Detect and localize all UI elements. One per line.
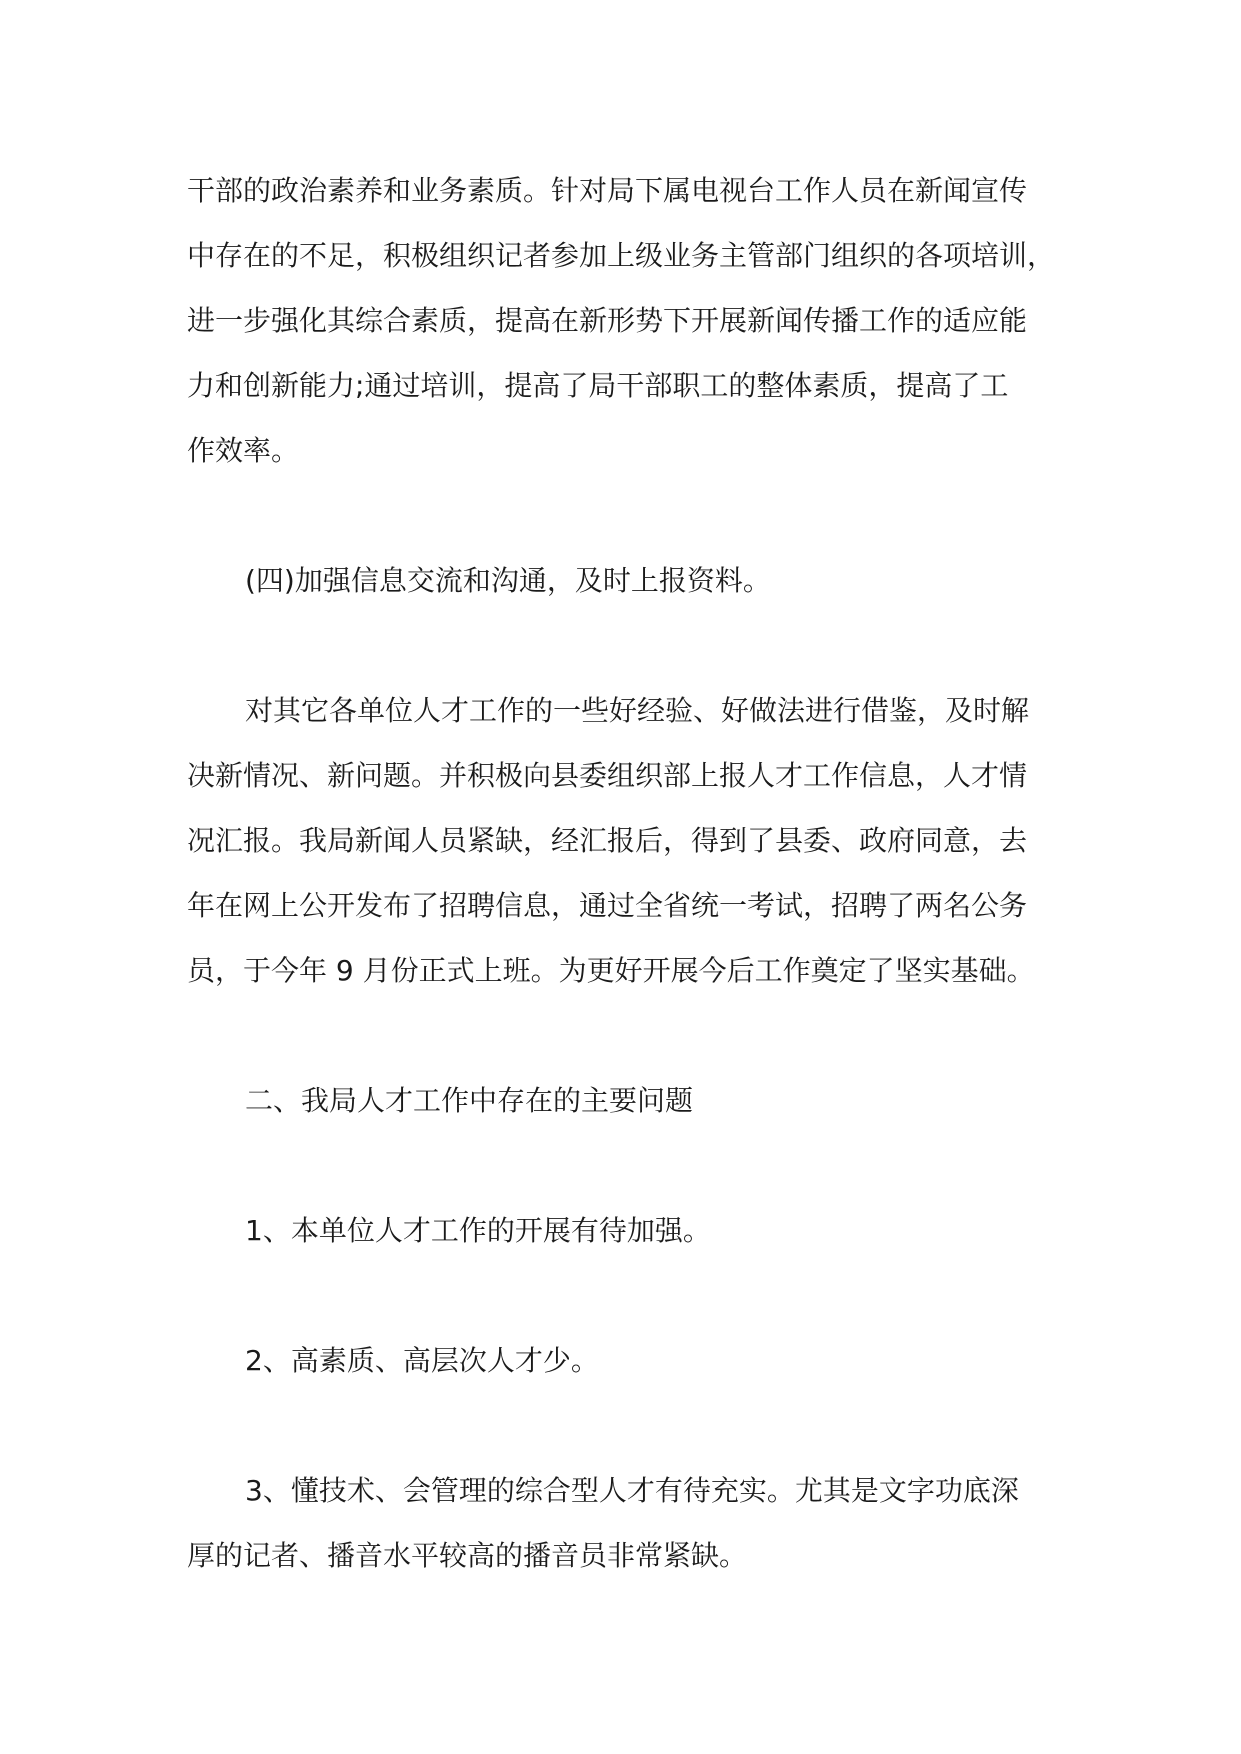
list-item: 2、高素质、高层次人才少。 — [245, 1344, 599, 1377]
text-line: 中存在的不足，积极组织记者参加上级业务主管部门组织的各项培训， — [187, 239, 1056, 272]
text-line: 员，于今年 9 月份正式上班。为更好开展今后工作奠定了坚实基础。 — [187, 954, 1035, 987]
text-line: 况汇报。我局新闻人员紧缺，经汇报后，得到了县委、政府同意，去 — [187, 824, 1028, 857]
paragraph-gap — [187, 1003, 1087, 1068]
text-line: 厚的记者、播音水平较高的播音员非常紧缺。 — [187, 1539, 748, 1572]
list-item: 1、本单位人才工作的开展有待加强。 — [245, 1214, 711, 1247]
paragraph-gap — [187, 1263, 1087, 1328]
paragraph-gap — [187, 1393, 1087, 1458]
section-heading: 二、我局人才工作中存在的主要问题 — [245, 1084, 694, 1117]
list-item: 3、懂技术、会管理的综合型人才有待充实。尤其是文字功底深 — [245, 1474, 1019, 1507]
text-line: 对其它各单位人才工作的一些好经验、好做法进行借鉴，及时解 — [245, 694, 1030, 727]
text-line: 作效率。 — [187, 434, 300, 467]
paragraph-gap — [187, 483, 1087, 548]
subsection-heading: (四)加强信息交流和沟通，及时上报资料。 — [245, 564, 771, 597]
text-line: 年在网上公开发布了招聘信息，通过全省统一考试，招聘了两名公务 — [187, 889, 1028, 922]
document-body — [187, 158, 1087, 1588]
text-line: 干部的政治素养和业务素质。针对局下属电视台工作人员在新闻宣传 — [187, 174, 1028, 207]
text-line: 力和创新能力;通过培训，提高了局干部职工的整体素质，提高了工 — [187, 369, 1009, 402]
text-line: 决新情况、新问题。并积极向县委组织部上报人才工作信息，人才情 — [187, 759, 1028, 792]
paragraph-gap — [187, 613, 1087, 678]
paragraph-gap — [187, 1133, 1087, 1198]
text-line: 进一步强化其综合素质，提高在新形势下开展新闻传播工作的适应能 — [187, 304, 1028, 337]
